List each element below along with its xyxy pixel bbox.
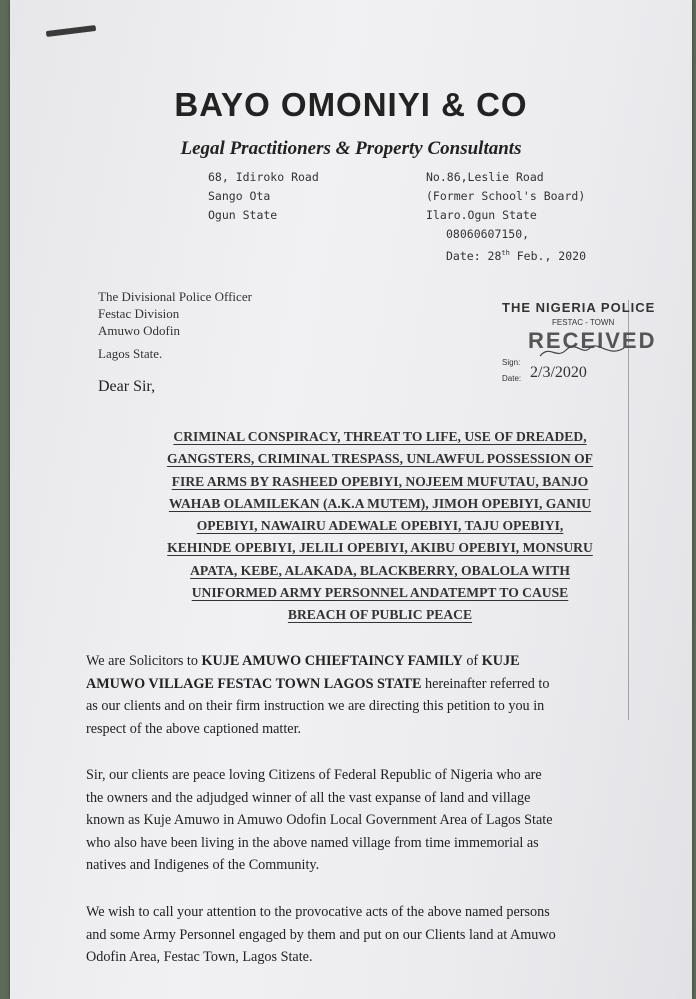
paragraph-line: the owners and the adjudged winner of all the vast expanse of land and village [86,789,531,806]
recipient-line: Festac Division [98,306,180,321]
recipient-line: The Divisional Police Officer [98,289,252,304]
caption-line: CRIMINAL CONSPIRACY, THREAT TO LIFE, USE OF DREADED, [173,429,587,444]
caption-line: WAHAB OLAMILEKAN (A.K.A MUTEM), JIMOH OPEBIYI, GANIU [168,495,592,511]
phone-number: 08060607150, [446,227,530,241]
address-line: No.86,Leslie Road [426,170,544,184]
paragraph-line [86,650,666,673]
date-rest: Feb., 2020 [509,248,586,263]
paragraph-line: We wish to call your attention to the provocative acts of the above named persons [86,904,550,920]
paragraph-line: Sir, our clients are peace loving Citizens of Federal Republic of Nigeria who are [86,767,542,783]
letter-page [10,0,692,999]
date-suffix: th [501,249,510,257]
signature-icon [538,342,628,362]
recipient-line: Lagos State. [98,346,163,361]
paragraph-1 [86,650,666,740]
caption-line: KEHINDE OPEBIYI, JELILI OPEBIYI, AKIBU OPEBIYI, MONSURU [167,540,593,556]
caption-line: FIRE ARMS BY RASHEED OPEBIYI, NOJEEM MUFUTAU, BANJO [171,473,589,489]
paragraph-line: known as Kuje Amuwo in Amuwo Odofin Local Government Area of Lagos State [86,812,553,828]
recipient-address [98,288,252,362]
staple [46,25,96,37]
text-run: of [462,653,482,669]
paragraph-line: and some Army Personnel engaged by them and put on our Clients land at Amuwo [86,926,556,943]
stamp-received: RECEIVED [528,328,657,353]
paragraph-line: Odofin Area, Festac Town, Lagos State. [86,949,313,965]
police-received-stamp [498,298,692,388]
address-line: (Former School's Board) [426,189,586,203]
text-run: KUJE [481,653,520,669]
address-left [208,168,319,225]
address-right [426,168,586,266]
stamp-date-label: Date: [502,374,522,383]
paragraph-line [86,673,666,696]
paragraph-line: as our clients and on their firm instruction we are directing this petition to you in [86,698,545,714]
letter-date [426,244,586,266]
firm-subtitle: Legal Practitioners & Property Consultants [180,138,522,159]
stamp-sign-label: Sign: [502,358,521,367]
recipient-line: Amuwo Odofin [98,323,180,338]
stamp-date-value: 2/3/2020 [530,364,587,381]
caption-line: APATA, KEBE, ALAKADA, BLACKBERRY, OBALOLA WITH [190,562,570,578]
paragraph-line: natives and Indigenes of the Community. [86,857,320,873]
firm-name: BAYO OMONIYI & CO [174,86,528,123]
salutation: Dear Sir, [98,378,156,395]
address-line: Sango Ota [208,189,271,203]
letter-caption [100,426,660,627]
caption-line: UNIFORMED ARMY PERSONNEL ANDATEMPT TO CAUSE [191,585,569,601]
caption-line: BREACH OF PUBLIC PEACE [287,607,473,623]
address-line: Ilaro.Ogun State [426,208,537,222]
caption-line: OPEBIYI, NAWAIRU ADEWALE OPEBIYI, TAJU OPEBIYI, [196,518,564,534]
paragraph-3 [86,901,666,969]
address-line: Ogun State [208,208,278,222]
paragraph-line: who also have been living in the above named village from time immemorial as [86,834,539,851]
paragraph-line: respect of the above captioned matter. [86,720,302,737]
address-line: 68, Idiroko Road [208,170,319,184]
client-name: KUJE AMUWO CHIEFTAINCY FAMILY [201,653,463,669]
text-run: We are Solicitors to [86,653,202,669]
client-location: AMUWO VILLAGE FESTAC TOWN LAGOS STATE [86,675,422,692]
stamp-title: THE NIGERIA POLICE [502,300,656,315]
stamp-division: FESTAC - TOWN [552,318,615,327]
date-label: Date: 28 [446,248,502,263]
caption-line: GANGSTERS, CRIMINAL TRESPASS, UNLAWFUL POSSESSION OF [167,451,593,467]
text-run: hereinafter referred to [421,675,550,692]
paragraph-2 [86,764,666,877]
